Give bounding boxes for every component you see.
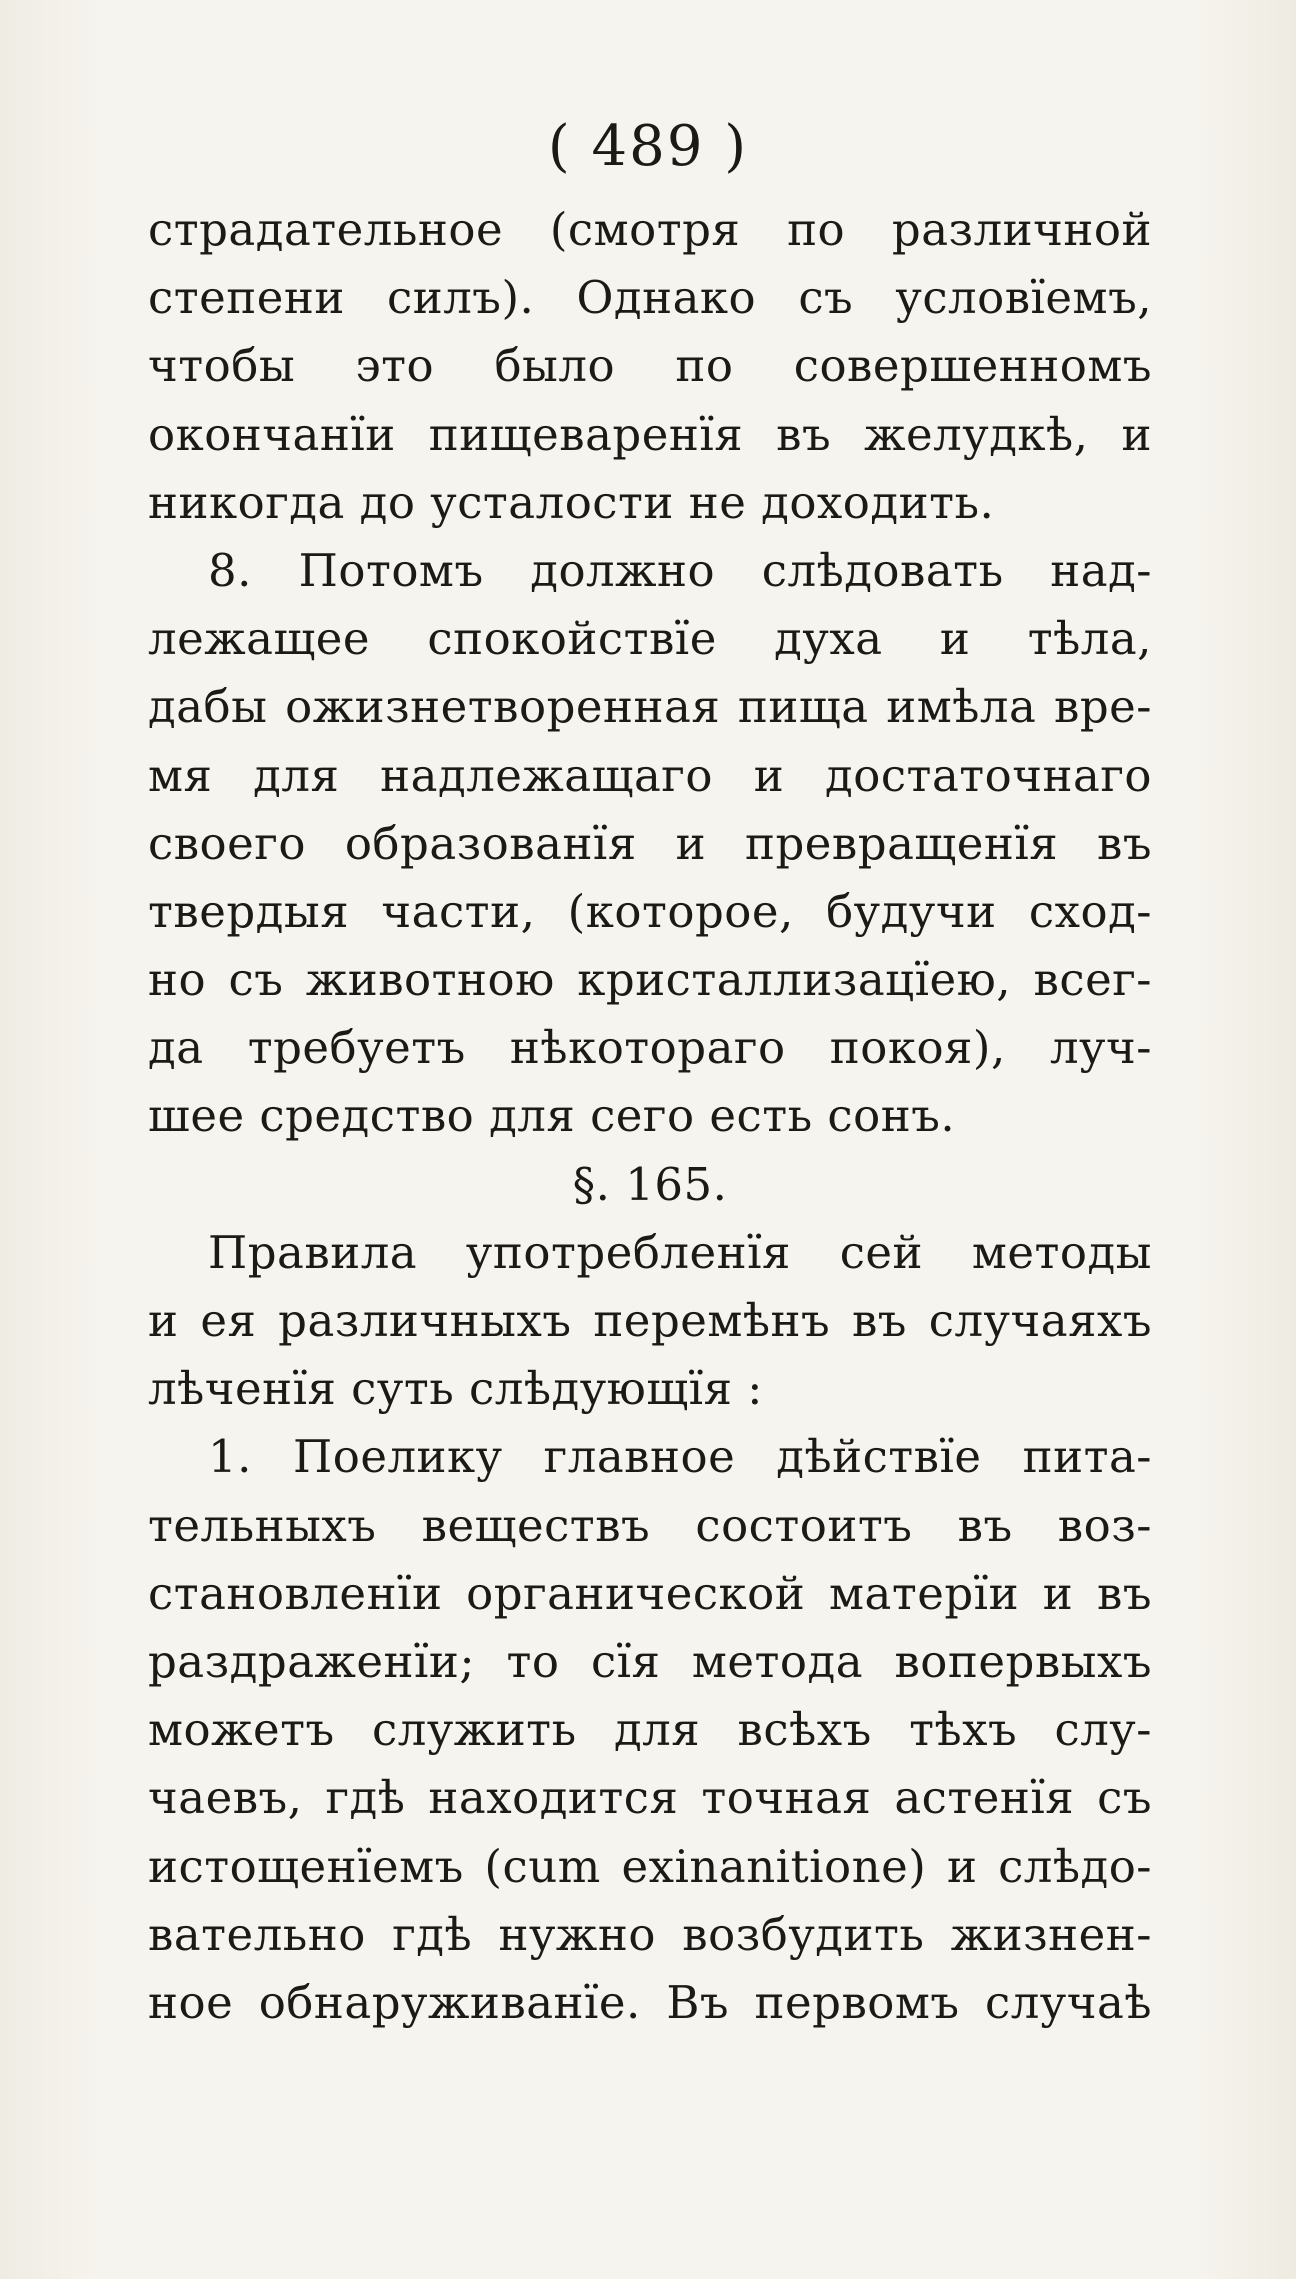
text-line: лѣченïя суть слѣдующïя :: [148, 1362, 763, 1416]
text-line: страдательное (смотря по различной: [148, 203, 1152, 256]
text-line: твердыя части, (которое, будучи сход-: [148, 884, 1152, 938]
text-line: своего образованïя и превращенïя въ: [148, 816, 1152, 870]
text-line: раздраженïи; то сïя метода вопервыхъ: [148, 1634, 1152, 1688]
text-line: вательно гдѣ нужно возбудить жизнен-: [148, 1907, 1152, 1961]
text-line: мя для надлежащаго и достаточнаго: [148, 748, 1152, 802]
text-line: да требуетъ нѣкотораго покоя), луч-: [148, 1021, 1152, 1075]
page-number: ( 489 ): [547, 114, 749, 179]
body-text: [148, 196, 1152, 2037]
text-line: истощенïемъ (cum exinanitione) и слѣдо-: [148, 1839, 1152, 1893]
paragraph-rules-start: Правила употребленïя сей методы: [208, 1225, 1152, 1279]
paragraph-1-start: 1. Поелику главное дѣйствïе пита-: [208, 1430, 1152, 1484]
text-line: и ея различныхъ перемѣнъ въ случаяхъ: [148, 1294, 1152, 1347]
text-line: чаевъ, гдѣ находится точная астенïя съ: [148, 1771, 1152, 1825]
text-line: шее средство для сего есть сонъ.: [148, 1089, 956, 1143]
text-line: тельныхъ веществъ состоитъ въ воз-: [148, 1498, 1152, 1552]
section-heading: §. 165.: [572, 1157, 728, 1211]
paragraph-8-start: 8. Потомъ должно слѣдовать над-: [208, 543, 1152, 597]
text-line: чтобы это было по совершенномъ: [148, 339, 1152, 393]
text-line: никогда до усталости не доходить.: [148, 475, 995, 529]
text-line: лежащее спокойствïе духа и тѣла,: [148, 612, 1152, 666]
text-line: но съ животною кристаллизацïею, всег-: [148, 953, 1152, 1007]
text-line: можетъ служить для всѣхъ тѣхъ слу-: [148, 1703, 1152, 1757]
text-line: степени силъ). Однако съ условïемъ,: [148, 271, 1152, 325]
text-line: становленïи органической матерïи и въ: [148, 1566, 1152, 1620]
text-line: ное обнаруживанïе. Въ первомъ случаѣ: [148, 1975, 1152, 2029]
text-line: окончанïи пищеваренïя въ желудкѣ, и: [148, 407, 1152, 461]
text-line: дабы ожизнетворенная пища имѣла вре-: [148, 680, 1152, 734]
